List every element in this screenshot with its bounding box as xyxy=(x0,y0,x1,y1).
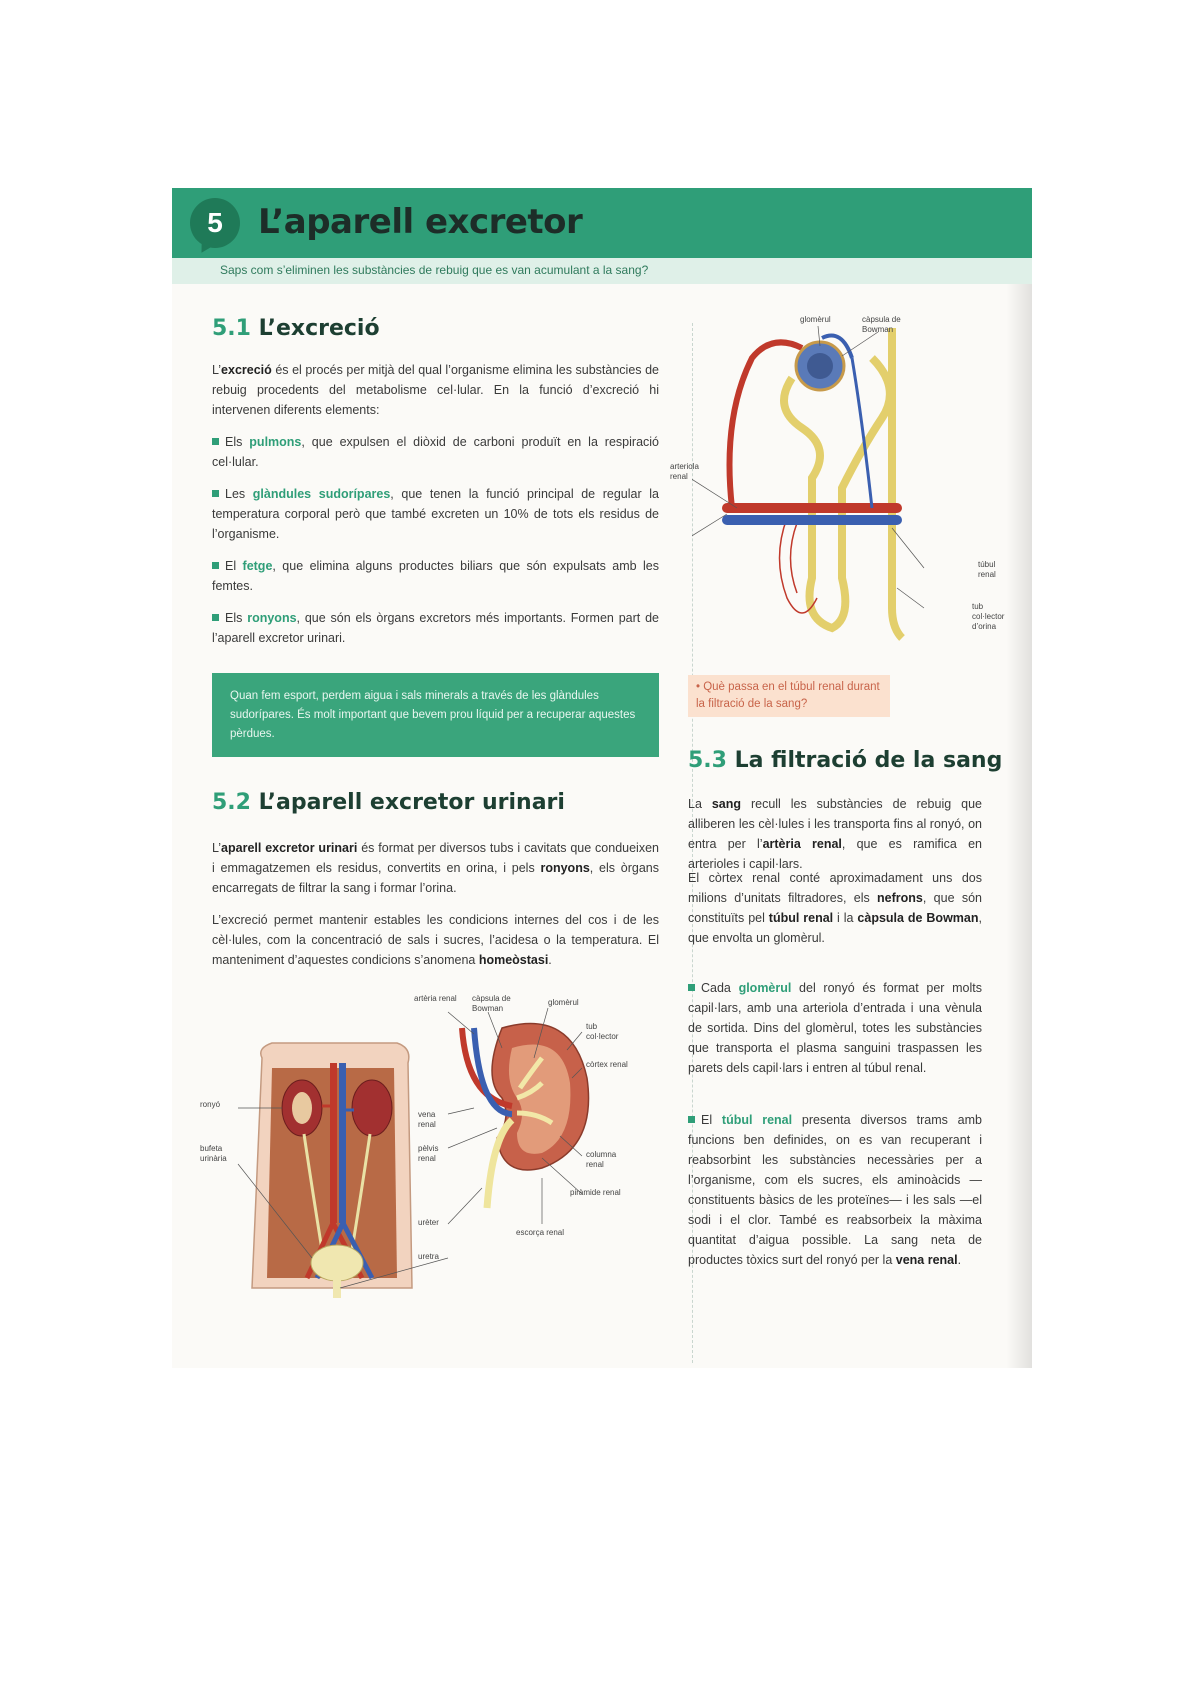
nephron-question-box xyxy=(688,675,890,717)
bullet-marker-icon xyxy=(688,984,695,991)
chapter-title: L’aparell excretor xyxy=(258,202,583,242)
label-tub-collector: tub col·lector xyxy=(586,1022,619,1041)
bullet-ronyons: Els ronyons, que són els òrgans excretors més importants. Formen part de l’aparell excretor urinari. xyxy=(212,611,659,645)
nephron-label-tub-collector: tub col·lector d’orina xyxy=(972,602,1005,631)
bullet-marker-icon xyxy=(212,614,219,621)
nephron-question: • Què passa en el túbul renal durant la filtració de la sang? xyxy=(696,681,880,710)
label-arteria-renal: artèria renal xyxy=(414,994,457,1003)
label-ureter: urèter xyxy=(418,1218,439,1227)
label-vena-renal: vena renal xyxy=(418,1110,436,1129)
section-5-1-heading: 5.1 L’excreció xyxy=(212,316,380,341)
section-5-2-paragraph-2: L’excreció permet mantenir estables les condicions internes del cos i de les cèl·lules, com la concentració de sals i sucres, l’acidesa o la temperatura. El manteniment d’aquestes condicions s’anomena homeòstasi. xyxy=(212,913,659,967)
section-5-3-paragraph-1: La sang recull les substàncies de rebuig que alliberen les cèl·lules i les transporta fins al ronyó, on entra per l’artèria renal, que es ramifica en arterioles i capil·lars. xyxy=(688,797,982,871)
chapter-header xyxy=(172,188,1032,258)
nephron-label-tubul: túbul renal xyxy=(978,560,996,579)
chapter-question: Saps com s’eliminen les substàncies de rebuig que es van acumulant a la sang? xyxy=(220,263,649,277)
label-columna: columna renal xyxy=(586,1150,617,1169)
bullet-marker-icon xyxy=(212,490,219,497)
textbook-page xyxy=(172,188,1032,1368)
section-5-1-intro: L’excreció és el procés per mitjà del qual l’organisme elimina les substàncies de rebuig procedents del metabolisme cel·lular. En la funció d’excreció hi intervenen diferents elements: xyxy=(212,363,659,417)
section-5-2-paragraph-1: L’aparell excretor urinari és format per diversos tubs i cavitats que condueixen i emmagatzemen els residus, convertits en orina, i pels ronyons, els òrgans encarregats de filtrar la sang i formar l’orina. xyxy=(212,841,659,895)
nephron-label-arteriola: arteriola renal xyxy=(670,462,699,481)
sport-note-box xyxy=(212,673,659,757)
section-5-2-heading: 5.2 L’aparell excretor urinari xyxy=(212,790,565,815)
label-escorca: escorça renal xyxy=(516,1228,565,1237)
bullet-marker-icon xyxy=(212,562,219,569)
sport-note-text: Quan fem esport, perdem aigua i sals minerals a través de les glàndules sudorípares. És molt important que bevem prou líquid per a recuperar aquestes pèrdues. xyxy=(230,690,636,740)
label-uretra: uretra xyxy=(418,1252,439,1261)
page-gutter-shadow xyxy=(1006,188,1032,1368)
bullet-pulmons: Els pulmons, que expulsen el diòxid de carboni produït en la respiració cel·lular. xyxy=(212,435,659,469)
label-cortex: còrtex renal xyxy=(586,1060,628,1069)
label-capsula: càpsula de Bowman xyxy=(472,994,511,1013)
bullet-marker-icon xyxy=(688,1116,695,1123)
section-5-3-paragraph-4: El túbul renal presenta diversos trams amb funcions ben definides, on es van recuperant i reabsorbint les substàncies necessàries per a l’organisme, com els sucres, els aminoàcids —constituents bàsics de les proteïnes— i les sals —el sodi i el clor. També es reabsorbeix la màxima quantitat d’aigua possible. La sang neta de productes tòxics surt del ronyó per la vena renal. xyxy=(688,1113,982,1267)
section-5-3-paragraph-2: El còrtex renal conté aproximadament uns dos milions d’unitats filtradores, els nefrons, que són constituïts pel túbul renal i la càpsula de Bowman, que envolta un glomèrul. xyxy=(688,871,982,945)
label-glomerul: glomèrul xyxy=(548,998,579,1007)
chapter-question-bar xyxy=(172,258,1032,284)
bullet-marker-icon xyxy=(212,438,219,445)
label-bufeta: bufeta urinària xyxy=(200,1144,227,1163)
bullet-glandules: Les glàndules sudorípares, que tenen la funció principal de regular la temperatura corporal però que també excreten un 10% de tots els residus de l’organisme. xyxy=(212,487,659,541)
bullet-fetge: El fetge, que elimina alguns productes biliars que són expulsats amb les femtes. xyxy=(212,559,659,593)
label-piramide: piràmide renal xyxy=(570,1188,621,1197)
chapter-number: 5 xyxy=(190,198,240,248)
urinary-system-illustration xyxy=(212,988,632,1348)
label-pelvis: pèlvis renal xyxy=(418,1144,439,1163)
section-5-3-paragraph-3: Cada glomèrul del ronyó és format per molts capil·lars, amb una arteriola d’entrada i una vènula de sortida. Dins del glomèrul, totes les substàncies que transporta el plasma sanguini traspassen les parets dels capil·lars i entren al túbul renal. xyxy=(688,981,982,1075)
nephron-label-glomerul: glomèrul xyxy=(800,315,831,324)
nephron-label-capsula: càpsula de Bowman xyxy=(862,315,901,334)
section-5-3-heading: 5.3 La filtració de la sang xyxy=(688,748,1003,773)
nephron-illustration xyxy=(692,318,932,658)
label-ronyo: ronyó xyxy=(200,1100,221,1109)
